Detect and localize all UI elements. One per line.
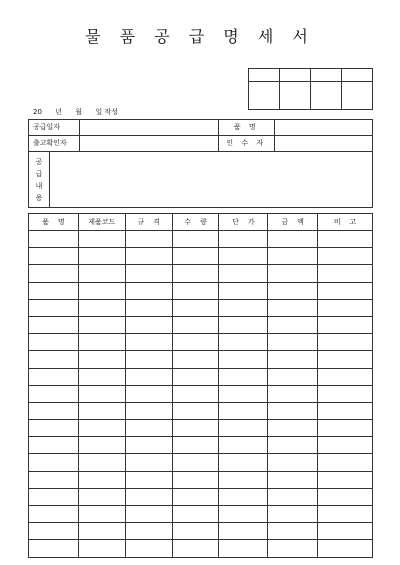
- table-cell[interactable]: [219, 402, 268, 419]
- table-cell[interactable]: [219, 231, 268, 248]
- table-cell[interactable]: [78, 299, 125, 316]
- table-cell[interactable]: [78, 334, 125, 351]
- table-cell[interactable]: [268, 299, 318, 316]
- table-cell[interactable]: [172, 523, 219, 540]
- table-cell[interactable]: [172, 265, 219, 282]
- table-cell[interactable]: [318, 316, 373, 333]
- table-cell[interactable]: [29, 282, 79, 299]
- table-cell[interactable]: [29, 540, 79, 557]
- table-cell[interactable]: [125, 540, 172, 557]
- table-cell[interactable]: [172, 368, 219, 385]
- table-cell[interactable]: [78, 471, 125, 488]
- table-cell[interactable]: [318, 248, 373, 265]
- table-cell[interactable]: [29, 506, 79, 523]
- label-char: 공: [35, 157, 43, 166]
- table-cell[interactable]: [125, 368, 172, 385]
- table-cell[interactable]: [29, 265, 79, 282]
- column-header: 제품코드: [78, 214, 125, 231]
- table-cell[interactable]: [219, 540, 268, 557]
- table-cell[interactable]: [172, 385, 219, 402]
- table-row: [29, 351, 373, 368]
- table-cell[interactable]: [318, 385, 373, 402]
- table-cell[interactable]: [172, 471, 219, 488]
- label-char: 급: [35, 169, 43, 178]
- table-cell[interactable]: [78, 402, 125, 419]
- table-cell[interactable]: [318, 231, 373, 248]
- table-cell[interactable]: [29, 454, 79, 471]
- table-cell[interactable]: [29, 231, 79, 248]
- table-cell[interactable]: [219, 316, 268, 333]
- table-cell[interactable]: [219, 334, 268, 351]
- items-table: [28, 213, 373, 558]
- table-row: [29, 420, 373, 437]
- table-cell[interactable]: [219, 299, 268, 316]
- table-cell[interactable]: [219, 437, 268, 454]
- table-cell[interactable]: [78, 282, 125, 299]
- approval-box: [248, 68, 373, 110]
- table-cell[interactable]: [318, 420, 373, 437]
- table-cell[interactable]: [125, 385, 172, 402]
- table-cell[interactable]: [29, 299, 79, 316]
- table-cell[interactable]: [172, 402, 219, 419]
- label-char: 용: [35, 193, 43, 202]
- table-cell[interactable]: [125, 299, 172, 316]
- table-row: [29, 523, 373, 540]
- table-cell[interactable]: [219, 420, 268, 437]
- approval-sign-cell[interactable]: [342, 82, 373, 110]
- table-cell[interactable]: [219, 265, 268, 282]
- table-row: [29, 402, 373, 419]
- date-line: 20 년 월 일 작성: [33, 108, 118, 116]
- table-cell[interactable]: [29, 334, 79, 351]
- table-cell[interactable]: [268, 420, 318, 437]
- table-cell[interactable]: [268, 437, 318, 454]
- table-cell[interactable]: [219, 523, 268, 540]
- table-cell[interactable]: [268, 231, 318, 248]
- table-cell[interactable]: [172, 316, 219, 333]
- items-header-row: [29, 214, 373, 231]
- table-cell[interactable]: [318, 454, 373, 471]
- table-cell[interactable]: [29, 368, 79, 385]
- table-cell[interactable]: [268, 385, 318, 402]
- table-cell[interactable]: [318, 368, 373, 385]
- table-cell[interactable]: [125, 454, 172, 471]
- table-cell[interactable]: [78, 265, 125, 282]
- table-cell[interactable]: [29, 316, 79, 333]
- table-cell[interactable]: [268, 282, 318, 299]
- table-cell[interactable]: [219, 471, 268, 488]
- receiver-field[interactable]: [79, 136, 218, 152]
- table-cell[interactable]: [125, 437, 172, 454]
- table-cell[interactable]: [29, 471, 79, 488]
- table-cell[interactable]: [125, 351, 172, 368]
- table-row: [29, 540, 373, 557]
- table-cell[interactable]: [125, 402, 172, 419]
- table-cell[interactable]: [78, 437, 125, 454]
- table-cell[interactable]: [78, 231, 125, 248]
- table-cell[interactable]: [172, 420, 219, 437]
- table-cell[interactable]: [29, 402, 79, 419]
- table-cell[interactable]: [172, 506, 219, 523]
- table-cell[interactable]: [78, 488, 125, 505]
- table-cell[interactable]: [172, 231, 219, 248]
- acceptor-field[interactable]: [274, 136, 372, 152]
- table-cell[interactable]: [318, 523, 373, 540]
- table-cell[interactable]: [29, 248, 79, 265]
- table-row: [29, 368, 373, 385]
- table-cell[interactable]: [172, 282, 219, 299]
- info-table: [28, 119, 373, 208]
- table-cell[interactable]: [78, 523, 125, 540]
- table-cell[interactable]: [29, 488, 79, 505]
- table-cell[interactable]: [318, 540, 373, 557]
- supply-date-field[interactable]: [79, 120, 218, 136]
- table-cell[interactable]: [125, 471, 172, 488]
- table-cell[interactable]: [78, 368, 125, 385]
- column-header: 품 명: [29, 214, 79, 231]
- table-cell[interactable]: [219, 385, 268, 402]
- table-cell[interactable]: [78, 316, 125, 333]
- acceptor-label: 인 수 자: [218, 136, 274, 152]
- table-cell[interactable]: [318, 334, 373, 351]
- supply-content-field[interactable]: [49, 152, 372, 208]
- column-header: 금 액: [268, 214, 318, 231]
- approval-sign-cell[interactable]: [311, 82, 342, 110]
- label-char: 내: [35, 181, 43, 190]
- supply-date-label: 공급일자: [29, 120, 80, 136]
- table-cell[interactable]: [268, 265, 318, 282]
- table-row: [29, 471, 373, 488]
- column-header: 수 량: [172, 214, 219, 231]
- table-row: [29, 437, 373, 454]
- table-cell[interactable]: [172, 299, 219, 316]
- table-cell[interactable]: [318, 351, 373, 368]
- table-cell[interactable]: [268, 402, 318, 419]
- table-row: [29, 248, 373, 265]
- table-row: [29, 231, 373, 248]
- table-cell[interactable]: [125, 282, 172, 299]
- table-cell[interactable]: [29, 420, 79, 437]
- table-cell[interactable]: [172, 488, 219, 505]
- table-cell[interactable]: [125, 506, 172, 523]
- document-title: 물 품 공 급 명 세 서: [85, 27, 315, 46]
- table-cell[interactable]: [318, 265, 373, 282]
- table-row: [29, 506, 373, 523]
- item-name-label: 품 명: [218, 120, 274, 136]
- table-row: [29, 488, 373, 505]
- column-header: 비 고: [318, 214, 373, 231]
- approval-sign-cell[interactable]: [280, 82, 311, 110]
- approval-sign-cell[interactable]: [249, 82, 280, 110]
- table-cell[interactable]: [219, 248, 268, 265]
- approval-header-cell[interactable]: [280, 69, 311, 82]
- table-cell[interactable]: [125, 488, 172, 505]
- table-cell[interactable]: [318, 437, 373, 454]
- table-cell[interactable]: [318, 488, 373, 505]
- table-cell[interactable]: [268, 506, 318, 523]
- table-row: [29, 282, 373, 299]
- table-cell[interactable]: [219, 454, 268, 471]
- table-cell[interactable]: [318, 402, 373, 419]
- table-cell[interactable]: [172, 540, 219, 557]
- table-cell[interactable]: [125, 316, 172, 333]
- table-cell[interactable]: [78, 351, 125, 368]
- item-name-field[interactable]: [274, 120, 372, 136]
- table-cell[interactable]: [125, 523, 172, 540]
- table-cell[interactable]: [125, 248, 172, 265]
- table-cell[interactable]: [318, 282, 373, 299]
- table-cell[interactable]: [318, 506, 373, 523]
- table-cell[interactable]: [172, 437, 219, 454]
- supply-content-label: [29, 152, 50, 208]
- table-cell[interactable]: [172, 248, 219, 265]
- approval-header-cell[interactable]: [311, 69, 342, 82]
- table-cell[interactable]: [78, 248, 125, 265]
- table-row: [29, 265, 373, 282]
- table-cell[interactable]: [318, 299, 373, 316]
- table-row: [29, 385, 373, 402]
- table-cell[interactable]: [268, 471, 318, 488]
- table-cell[interactable]: [268, 488, 318, 505]
- table-cell[interactable]: [219, 506, 268, 523]
- table-row: [29, 316, 373, 333]
- table-cell[interactable]: [29, 437, 79, 454]
- table-cell[interactable]: [219, 488, 268, 505]
- table-cell[interactable]: [172, 351, 219, 368]
- table-cell[interactable]: [78, 506, 125, 523]
- column-header: 규 격: [125, 214, 172, 231]
- table-cell[interactable]: [125, 231, 172, 248]
- table-cell[interactable]: [268, 334, 318, 351]
- table-cell[interactable]: [29, 523, 79, 540]
- table-cell[interactable]: [219, 282, 268, 299]
- table-cell[interactable]: [268, 523, 318, 540]
- table-cell[interactable]: [268, 248, 318, 265]
- receiver-label: 출고확인자: [29, 136, 80, 152]
- table-cell[interactable]: [268, 316, 318, 333]
- table-cell[interactable]: [125, 265, 172, 282]
- table-cell[interactable]: [268, 351, 318, 368]
- table-row: [29, 299, 373, 316]
- column-header: 단 가: [219, 214, 268, 231]
- table-cell[interactable]: [78, 540, 125, 557]
- table-cell[interactable]: [318, 471, 373, 488]
- approval-header-cell[interactable]: [249, 69, 280, 82]
- table-cell[interactable]: [172, 454, 219, 471]
- table-cell[interactable]: [219, 368, 268, 385]
- table-cell[interactable]: [29, 351, 79, 368]
- table-cell[interactable]: [268, 368, 318, 385]
- table-cell[interactable]: [172, 334, 219, 351]
- table-row: [29, 454, 373, 471]
- table-row: [29, 334, 373, 351]
- approval-header-cell[interactable]: [342, 69, 373, 82]
- table-cell[interactable]: [268, 454, 318, 471]
- table-cell[interactable]: [268, 540, 318, 557]
- table-cell[interactable]: [78, 454, 125, 471]
- table-cell[interactable]: [219, 351, 268, 368]
- table-cell[interactable]: [78, 385, 125, 402]
- table-cell[interactable]: [125, 420, 172, 437]
- table-cell[interactable]: [125, 334, 172, 351]
- table-cell[interactable]: [29, 385, 79, 402]
- table-cell[interactable]: [78, 420, 125, 437]
